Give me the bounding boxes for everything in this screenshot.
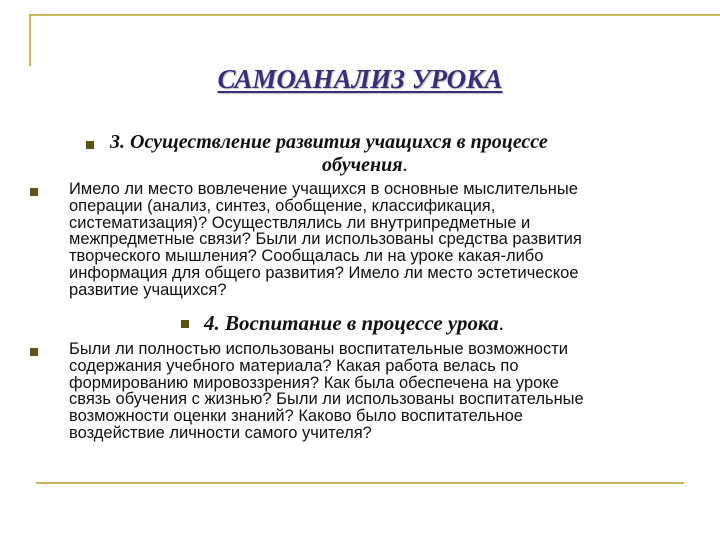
bullet-icon	[86, 141, 94, 149]
frame-bottom-line	[36, 482, 684, 484]
section3-heading-line2-wrap	[110, 154, 680, 177]
bullet-icon	[30, 348, 38, 356]
section3-heading-line1: 3. Осуществление развития учащихся в процессе	[110, 131, 548, 153]
bullet-icon	[181, 320, 189, 328]
slide-title: САМОАНАЛИЗ УРОКА	[217, 64, 503, 94]
paragraph-development: Имело ли место вовлечение учащихся в основные мыслительные операции (анализ, синтез, обобщение, классификация, систематизация)? Осуществлялись ли внутрипредметные и межпредметные связи? Были ли использованы средства развития творческого мышления? Сообщалась ли на уроке какая-либо информация для общего развития? Имело ли место эстетическое развитие учащихся?	[69, 180, 582, 299]
paragraph-upbringing: Были ли полностью использованы воспитательные возможности содержания учебного материала? Какая работа велась по формированию мировоззрения? Как была обеспечена на уроке связь обучения с жизнью? Были ли использованы воспитательные возможности оценки знаний? Каково было воспитательное воздействие личности самого учителя?	[69, 340, 584, 442]
section3-heading-line2: обучения	[322, 154, 403, 176]
section4-heading-text: 4. Воспитание в процессе урока	[204, 311, 499, 335]
bullet-icon	[30, 188, 38, 196]
section4-heading-period: .	[498, 311, 504, 335]
frame-top-line	[30, 14, 720, 16]
section4-heading	[204, 311, 504, 335]
frame-left-line	[29, 14, 31, 66]
section3-heading	[110, 131, 680, 177]
section3-heading-period: .	[402, 154, 408, 176]
